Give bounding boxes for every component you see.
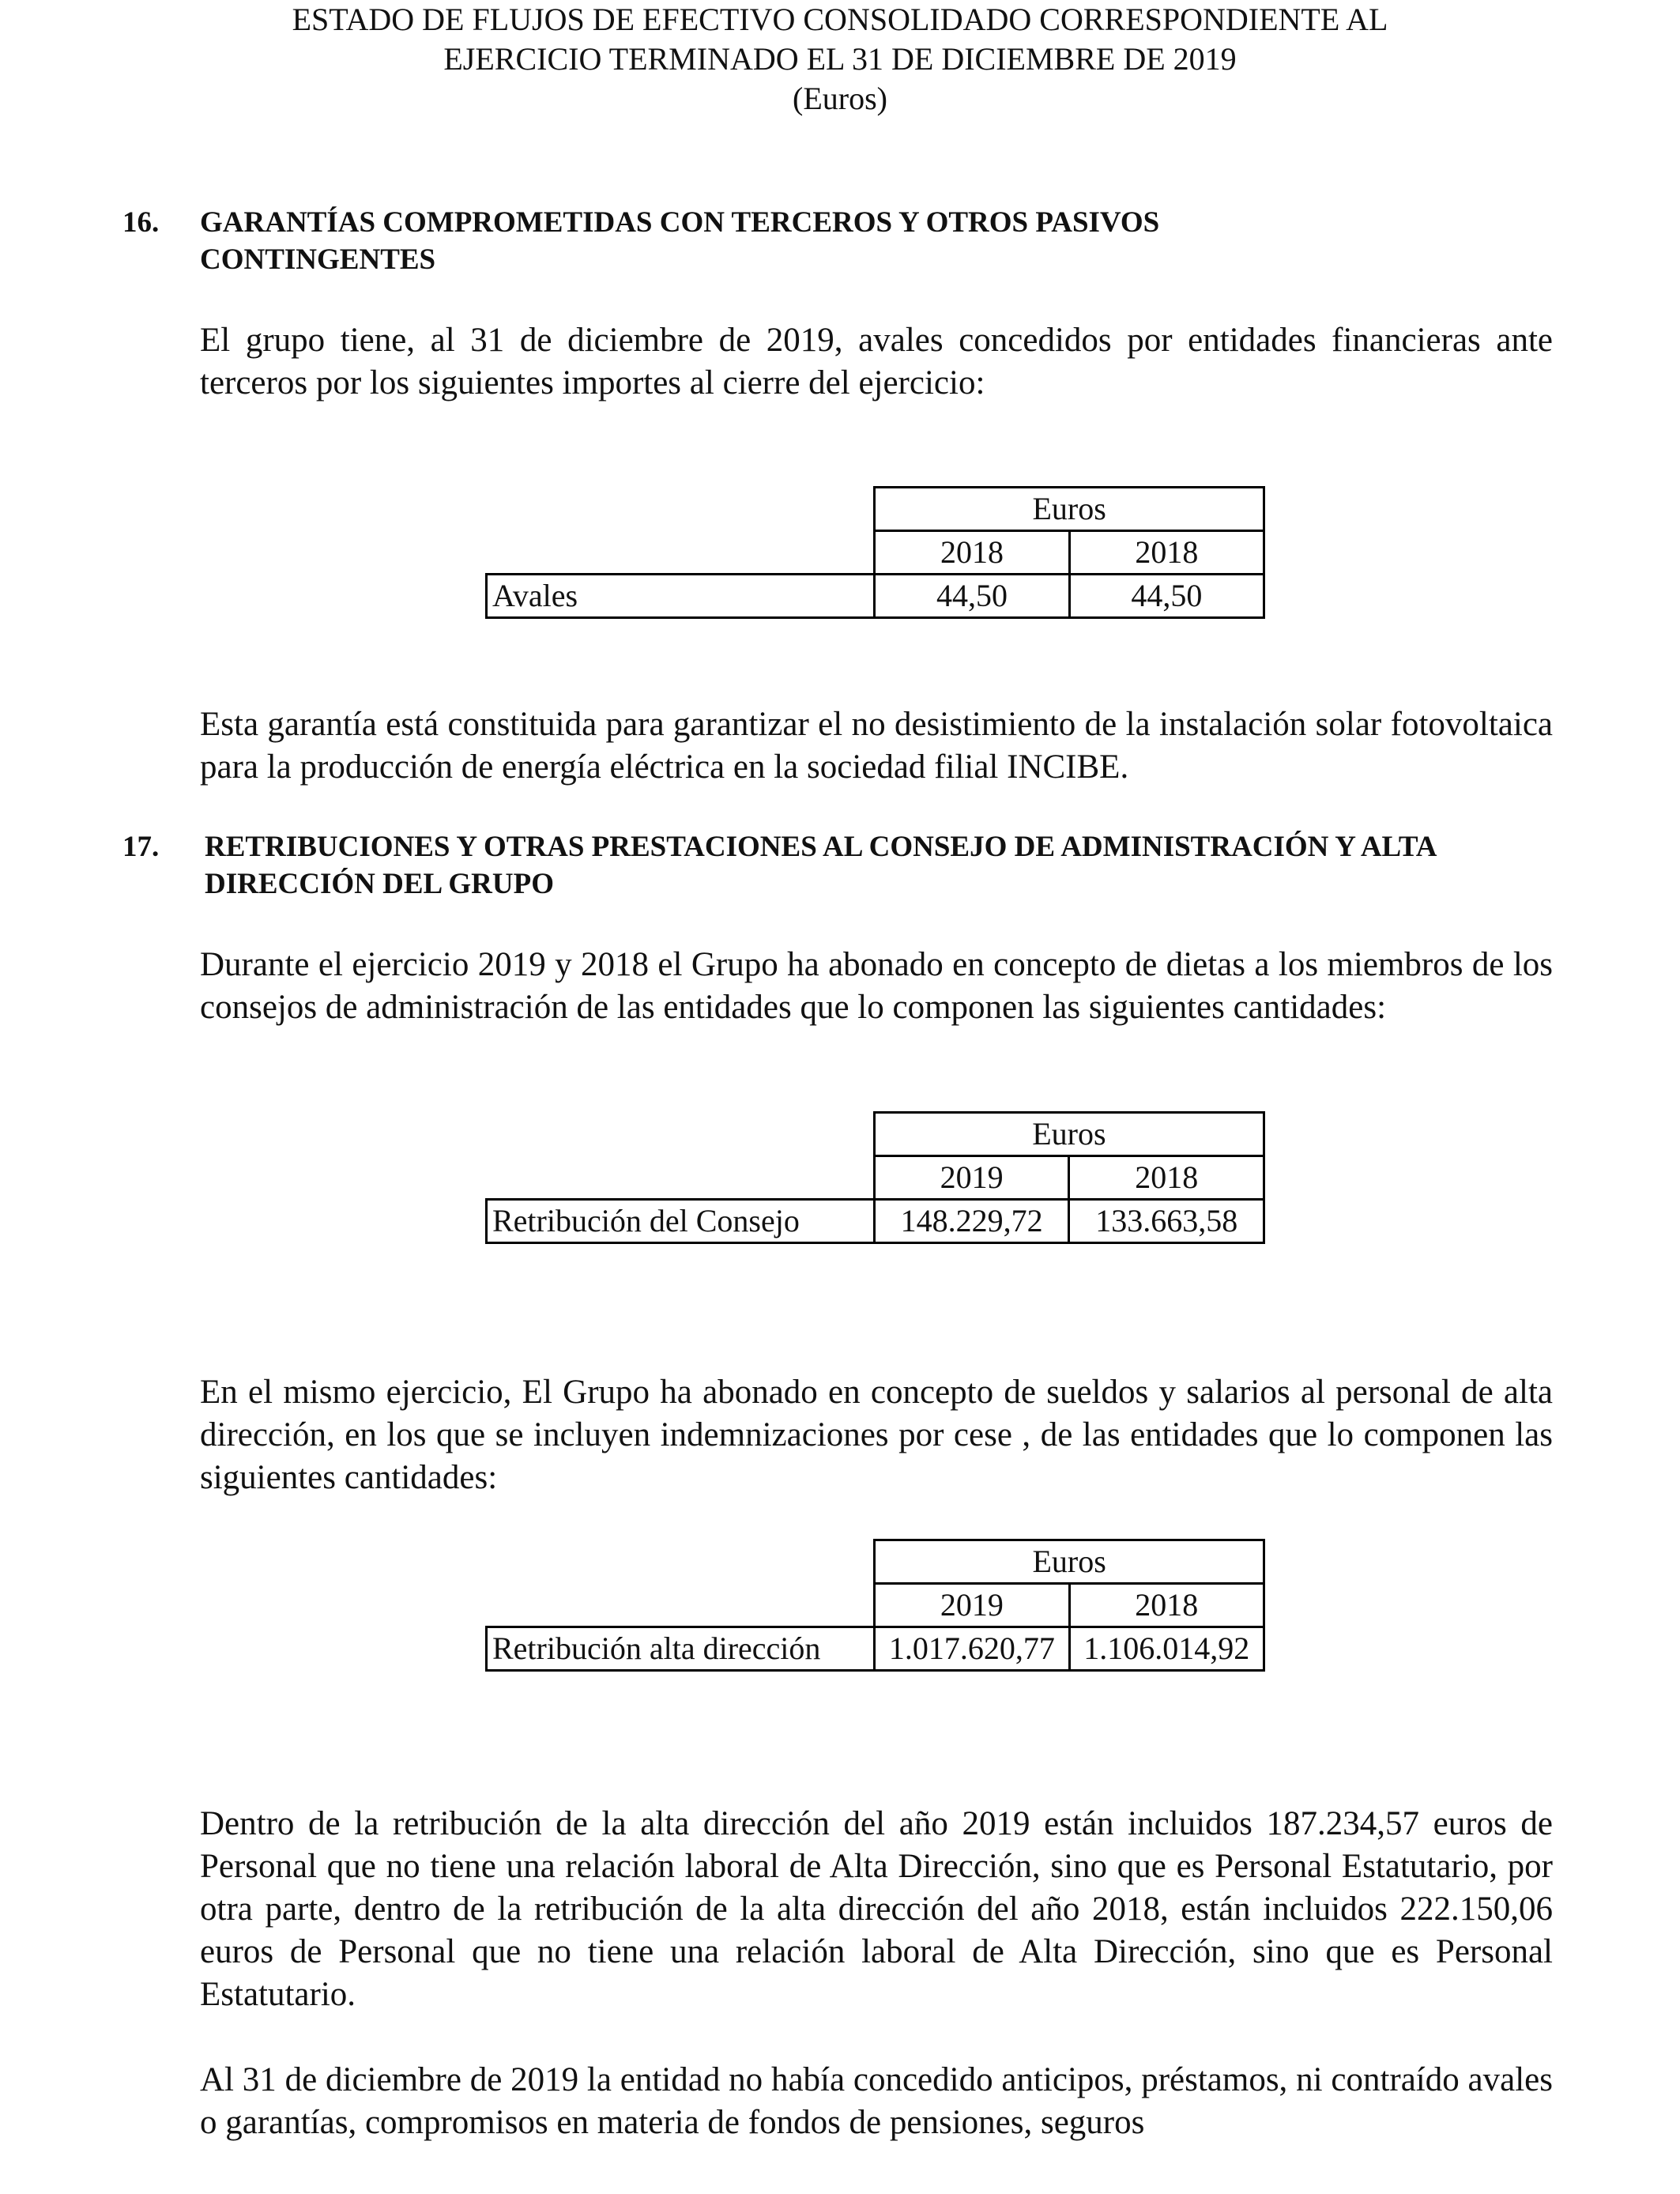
guarantees-value-1: 44,50 [875,575,1069,618]
board-row-label: Retribución del Consejo [487,1200,875,1243]
section-17-number: 17. [122,831,160,863]
section-17-title: RETRIBUCIONES Y OTRAS PRESTACIONES AL CONSEJO DE ADMINISTRACIÓN Y ALTA DIRECCIÓN DEL GRUPO [205,831,1436,900]
guarantees-row-label: Avales [487,575,875,618]
section-16-note: Esta garantía está constituida para garantizar el no desistimiento de la instalación solar fotovoltaica para la producción de energía eléctrica en la sociedad filial INCIBE. [200,706,1553,786]
section-16-number: 16. [122,206,160,239]
table-row [487,575,1264,618]
report-header-currency: (Euros) [793,81,887,116]
guarantees-value-2: 44,50 [1069,575,1264,618]
section-17-paragraph-4: Al 31 de diciembre de 2019 la entidad no había concedido anticipos, préstamos, ni contraído avales o garantías, compromisos en materia de fondos de pensiones, seguros [200,2061,1553,2141]
section-17-paragraph-2: En el mismo ejercicio, El Grupo ha abonado en concepto de sueldos y salarios al personal de alta dirección, en los que se incluyen indemnizaciones por cese , de las entidades que lo componen las siguientes cantidades: [200,1374,1553,1496]
guarantees-table-year-2: 2018 [1069,531,1264,575]
guarantees-table [485,486,1265,619]
executive-table-year-2: 2018 [1069,1584,1264,1627]
executive-value-1: 1.017.620,77 [875,1627,1069,1671]
executive-table-year-1: 2019 [875,1584,1069,1627]
executive-remuneration-table [485,1539,1265,1672]
section-16-intro: El grupo tiene, al 31 de diciembre de 2019, avales concedidos por entidades financieras ante terceros por los siguientes importes al cierre del ejercicio: [200,322,1553,401]
table-row [487,1200,1264,1243]
section-16-title: GARANTÍAS COMPROMETIDAS CON TERCEROS Y OTROS PASIVOS CONTINGENTES [200,206,1160,276]
section-17-paragraph-3: Dentro de la retribución de la alta dirección del año 2019 están incluidos 187.234,57 euros de Personal que no tiene una relación laboral de Alta Dirección, sino que es Personal Estatutario, por otra parte, dentro de la retribución de la alta dirección del año 2018, están incluidos 222.150,06 euros de Personal que no tiene una relación laboral de Alta Dirección, sino que es Personal Estatutario. [200,1805,1553,2013]
executive-row-label: Retribución alta dirección [487,1627,875,1671]
board-value-2: 133.663,58 [1069,1200,1264,1243]
section-17-intro: Durante el ejercicio 2019 y 2018 el Grupo ha abonado en concepto de dietas a los miembros de los consejos de administración de las entidades que lo componen las siguientes cantidades: [200,946,1553,1026]
executive-table-unit: Euros [875,1540,1264,1584]
board-table-year-2: 2018 [1069,1156,1264,1200]
report-header-line-2: EJERCICIO TERMINADO EL 31 DE DICIEMBRE DE 2019 [443,41,1237,77]
guarantees-table-year-1: 2018 [875,531,1069,575]
table-row [487,1627,1264,1671]
guarantees-table-unit: Euros [875,488,1264,531]
board-table-year-1: 2019 [874,1156,1069,1200]
board-remuneration-table [485,1111,1265,1244]
report-header-line-1: ESTADO DE FLUJOS DE EFECTIVO CONSOLIDADO CORRESPONDIENTE AL [292,2,1388,37]
board-table-unit: Euros [874,1113,1264,1156]
executive-value-2: 1.106.014,92 [1069,1627,1264,1671]
board-value-1: 148.229,72 [874,1200,1069,1243]
